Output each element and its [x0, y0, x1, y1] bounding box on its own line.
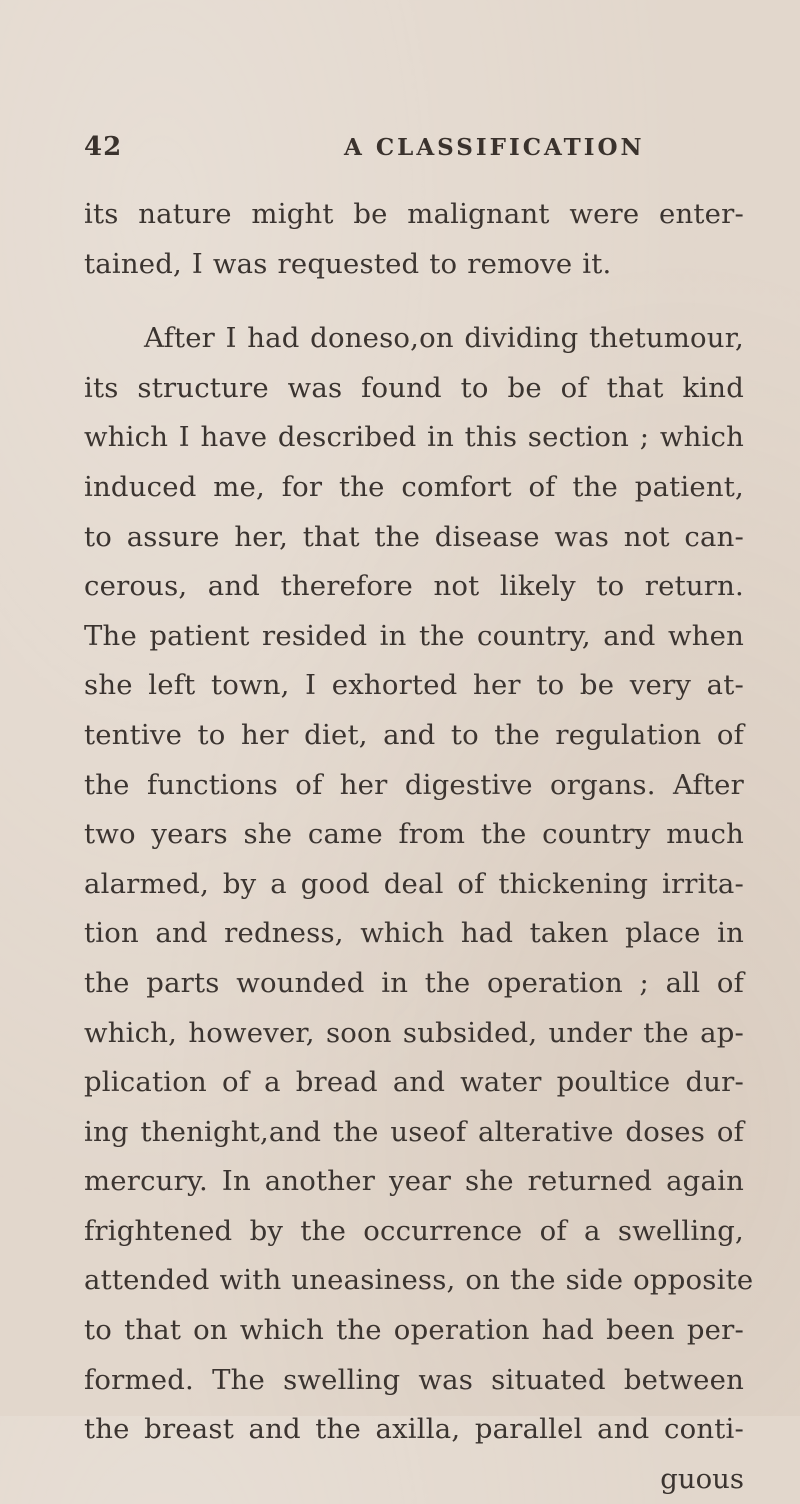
text-line: ing thenight,and the useof alterative doses of	[84, 1115, 744, 1148]
text-line: cerous, and therefore not likely to return.	[84, 570, 744, 603]
paragraph-gap	[84, 289, 744, 314]
text-line: the parts wounded in the operation ; all of	[84, 966, 744, 999]
text-line: attended with uneasiness, on the side opposite	[84, 1264, 754, 1297]
text-line: two years she came from the country much	[84, 818, 744, 851]
catchword: guous	[660, 1462, 744, 1495]
text-line: to assure her, that the disease was not can-	[84, 520, 744, 553]
text-line: mercury. In another year she returned again	[84, 1165, 744, 1198]
page-number: 42	[84, 132, 123, 162]
text-line: the breast and the axilla, parallel and conti-	[84, 1413, 744, 1446]
text-line: alarmed, by a good deal of thickening irrita-	[84, 867, 744, 900]
text-line: which I have described in this section ; which	[84, 421, 744, 454]
text-line: she left town, I exhorted her to be very at-	[84, 669, 744, 702]
text-line: which, however, soon subsided, under the ap-	[84, 1016, 744, 1049]
text-line: tion and redness, which had taken place in	[84, 917, 744, 950]
text-line: its nature might be malignant were enter-	[84, 198, 744, 230]
text-line: to that on which the operation had been per-	[84, 1314, 744, 1347]
body-text	[84, 190, 754, 1504]
text-line: After I had doneso,on dividing thetumour,	[144, 322, 744, 355]
text-line: frightened by the occurrence of a swelling,	[84, 1214, 744, 1247]
text-line: tentive to her diet, and to the regulation of	[84, 718, 744, 751]
text-line: its structure was found to be of that kind	[84, 371, 744, 404]
text-line: formed. The swelling was situated between	[84, 1363, 744, 1396]
text-line: induced me, for the comfort of the patient,	[84, 470, 744, 503]
text-line: the functions of her digestive organs. After	[84, 768, 744, 801]
text-line: The patient resided in the country, and when	[84, 619, 744, 652]
text-line: plication of a bread and water poultice dur-	[84, 1066, 744, 1099]
running-head	[84, 128, 740, 168]
running-head-title: A CLASSIFICATION	[344, 134, 645, 161]
text-line: tained, I was requested to remove it.	[84, 247, 612, 280]
